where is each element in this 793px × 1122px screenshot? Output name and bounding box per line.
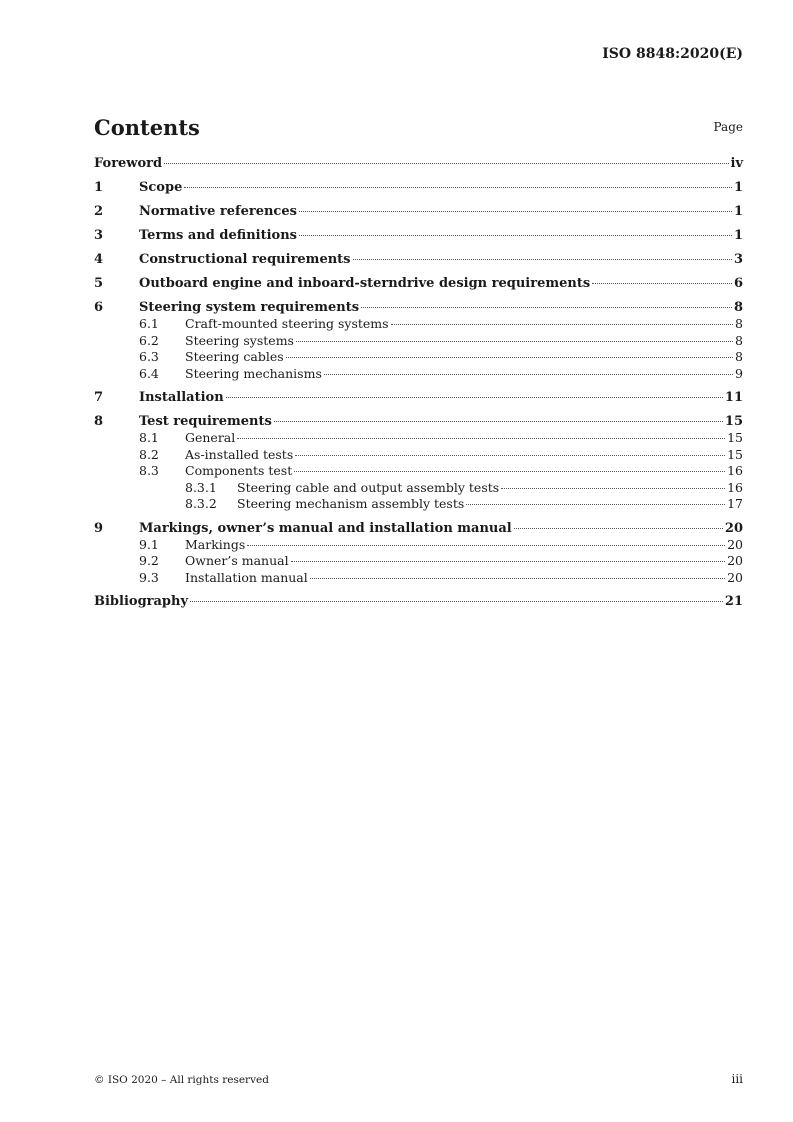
toc-entry-9-1[interactable] [94, 537, 743, 554]
toc-page: 15 [727, 446, 743, 462]
toc-label: Markings [185, 536, 246, 552]
toc-page: 16 [727, 479, 743, 495]
toc-page: 1 [733, 204, 743, 219]
toc-label: Components test [185, 463, 293, 478]
toc-entry-6-3[interactable] [94, 349, 743, 366]
toc-page: 20 [727, 553, 743, 568]
toc-number: 6 [94, 300, 104, 315]
toc-number: 8.2 [139, 446, 159, 462]
toc-label: Installation [139, 390, 224, 405]
toc-page: 20 [724, 520, 743, 536]
dot-leader [324, 374, 733, 375]
table-of-contents [94, 156, 743, 610]
dot-leader [237, 438, 725, 439]
toc-entry-test-requirements[interactable] [94, 414, 743, 430]
toc-page: 6 [733, 276, 743, 291]
toc-label: Markings, owner’s manual and installation manual [139, 520, 512, 536]
toc-number: 8.1 [139, 430, 159, 445]
toc-entry-bibliography[interactable] [94, 594, 743, 610]
dot-leader [361, 307, 732, 308]
toc-number: 8 [94, 414, 104, 429]
toc-number: 3 [94, 228, 104, 243]
toc-entry-scope[interactable] [94, 180, 743, 196]
toc-page: 20 [727, 569, 743, 585]
toc-page: 15 [724, 414, 743, 429]
document-code: ISO 8848:2020(E) [602, 46, 743, 62]
dot-leader [294, 471, 725, 472]
toc-number: 8.3 [139, 463, 159, 478]
toc-entry-markings[interactable] [94, 521, 743, 537]
toc-entry-8-3-1[interactable] [94, 480, 743, 497]
dot-leader [310, 578, 725, 579]
page-column-label: Page [713, 120, 743, 134]
toc-page: 11 [724, 390, 743, 405]
toc-label: Steering mechanisms [185, 365, 322, 381]
dot-leader [295, 455, 725, 456]
toc-entry-8-2[interactable] [94, 447, 743, 464]
toc-label: Foreword [94, 156, 163, 171]
toc-number: 1 [94, 180, 104, 195]
toc-entry-6-2[interactable] [94, 333, 743, 350]
toc-number: 9.2 [139, 553, 159, 568]
dot-leader [299, 211, 732, 212]
toc-entry-installation[interactable] [94, 390, 743, 406]
toc-entry-normative-references[interactable] [94, 204, 743, 220]
page-number: iii [731, 1072, 743, 1086]
toc-number: 9.3 [139, 569, 159, 585]
toc-page: iv [730, 156, 743, 171]
toc-label: Steering cables [185, 349, 284, 364]
toc-label: Outboard engine and inboard-sterndrive design requirements [139, 276, 591, 291]
toc-entry-6-4[interactable] [94, 366, 743, 383]
toc-number: 4 [94, 252, 104, 267]
dot-leader [184, 187, 732, 188]
toc-entry-foreword[interactable] [94, 156, 743, 172]
toc-entry-9-2[interactable] [94, 553, 743, 570]
toc-page: 9 [735, 365, 743, 381]
toc-label: Steering mechanism assembly tests [237, 496, 465, 511]
dot-leader [353, 259, 732, 260]
toc-page: 8 [735, 316, 743, 331]
toc-page: 1 [733, 228, 743, 243]
toc-number: 6.2 [139, 332, 159, 348]
toc-entry-6-1[interactable] [94, 316, 743, 333]
toc-number: 6.4 [139, 365, 159, 381]
toc-label: Bibliography [94, 594, 189, 609]
toc-page: 20 [727, 536, 743, 552]
dot-leader [286, 357, 733, 358]
toc-label: Steering system requirements [139, 300, 360, 315]
dot-leader [247, 545, 725, 546]
toc-page: 15 [727, 430, 743, 445]
toc-number: 8.3.1 [185, 479, 217, 495]
toc-label: Owner’s manual [185, 553, 289, 568]
toc-label: General [185, 430, 236, 445]
toc-number: 2 [94, 204, 104, 219]
toc-label: Constructional requirements [139, 252, 351, 267]
dot-leader [291, 561, 726, 562]
toc-page: 21 [724, 594, 743, 609]
toc-label: Installation manual [185, 569, 308, 585]
toc-number: 9.1 [139, 536, 159, 552]
toc-number: 5 [94, 276, 104, 291]
dot-leader [296, 341, 733, 342]
dot-leader [501, 488, 725, 489]
title-row [94, 110, 743, 140]
toc-label: Test requirements [139, 414, 272, 429]
toc-entry-terms[interactable] [94, 228, 743, 244]
toc-number: 7 [94, 390, 104, 405]
dot-leader [391, 324, 733, 325]
toc-number: 6.1 [139, 316, 159, 331]
toc-page: 8 [735, 349, 743, 364]
toc-page: 1 [733, 180, 743, 195]
dot-leader [514, 528, 723, 529]
dot-leader [274, 421, 723, 422]
toc-entry-constructional[interactable] [94, 252, 743, 268]
toc-label: Steering cable and output assembly tests [237, 479, 500, 495]
copyright-notice: © ISO 2020 – All rights reserved [94, 1074, 269, 1086]
toc-entry-8-1[interactable] [94, 430, 743, 447]
dot-leader [299, 235, 732, 236]
toc-entry-8-3-2[interactable] [94, 496, 743, 513]
toc-page: 17 [727, 496, 743, 511]
dot-leader [226, 397, 723, 398]
toc-page: 8 [733, 300, 743, 315]
dot-leader [466, 504, 725, 505]
toc-label: As-installed tests [185, 446, 294, 462]
toc-label: Craft-mounted steering systems [185, 316, 389, 331]
toc-label: Steering systems [185, 332, 294, 348]
toc-page: 3 [733, 252, 743, 267]
toc-number: 6.3 [139, 349, 159, 364]
toc-label: Normative references [139, 204, 297, 219]
toc-page: 16 [727, 463, 743, 478]
toc-page: 8 [735, 332, 743, 348]
toc-number: 8.3.2 [185, 496, 217, 511]
dot-leader [190, 601, 723, 602]
dot-leader [592, 283, 732, 284]
toc-entry-9-3[interactable] [94, 570, 743, 587]
page-title: Contents [94, 115, 200, 140]
toc-entry-steering[interactable] [94, 300, 743, 316]
toc-number: 9 [94, 520, 104, 536]
toc-label: Terms and definitions [139, 228, 297, 243]
toc-entry-outboard[interactable] [94, 276, 743, 292]
toc-label: Scope [139, 180, 183, 195]
toc-entry-8-3[interactable] [94, 463, 743, 480]
dot-leader [164, 163, 728, 164]
